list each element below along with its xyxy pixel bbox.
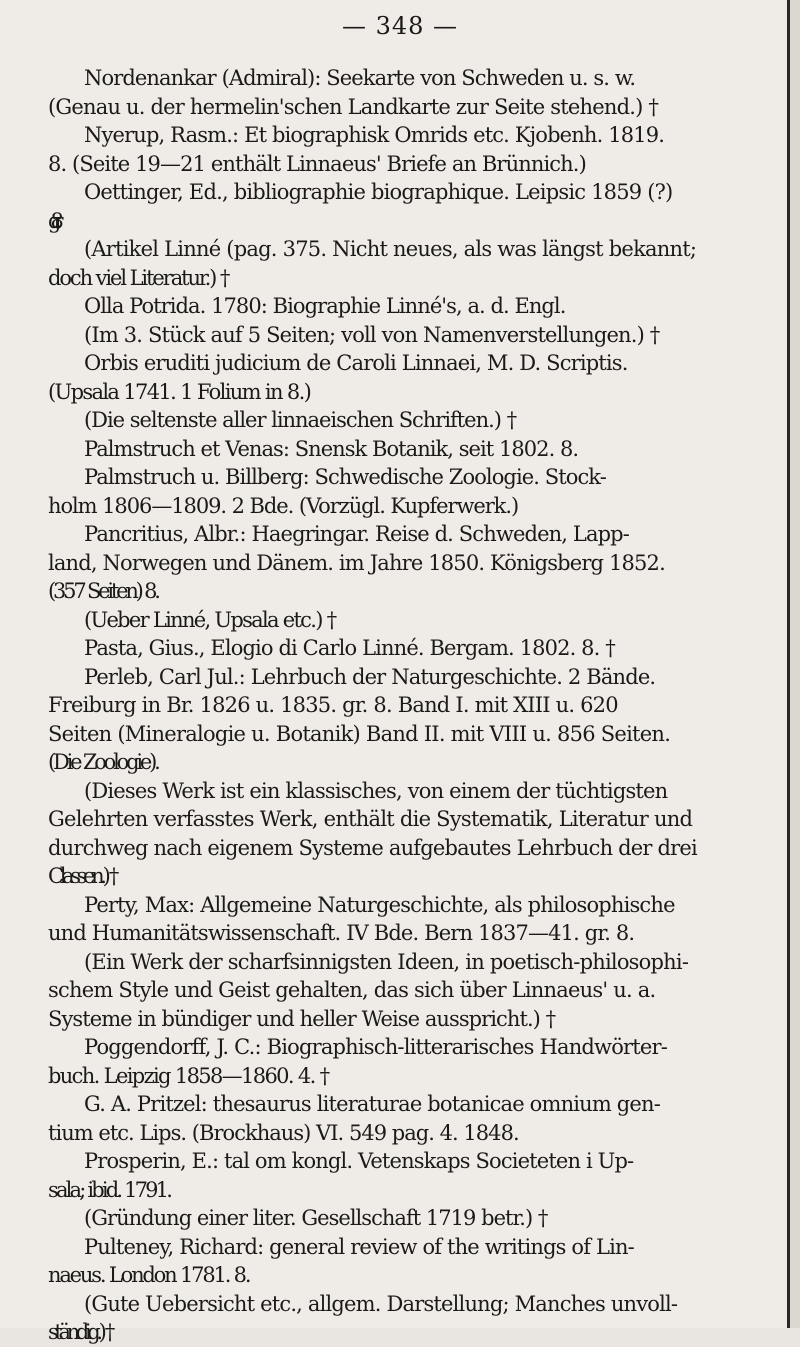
text-line: Orbis eruditi judicium de Caroli Linnaei, M. D. Scriptis. (84, 351, 628, 375)
text-line: Palmstruch u. Billberg: Schwedische Zoologie. Stock- (84, 465, 606, 489)
text-line: sala; ibid. 1791. (48, 1177, 171, 1202)
text-line: G. A. Pritzel: thesaurus literaturae botanicae omnium gen- (84, 1092, 660, 1116)
text-line: holm 1806—1809. 2 Bde. (Vorzügl. Kupferwerk.) (48, 493, 519, 518)
text-line: (Genau u. der hermelin'schen Landkarte zur Seite stehend.) † (48, 94, 659, 119)
text-line: (Upsala 1741. 1 Folium in 8.) (48, 379, 311, 404)
text-line: Oettinger, Ed., bibliographie biographique. Leipsic 1859 (?) (84, 180, 673, 204)
text-line: (Im 3. Stück auf 5 Seiten; voll von Namenverstellungen.) † (84, 322, 660, 347)
text-line: Nyerup, Rasm.: Et biographisk Omrids etc. Kjobenh. 1819. (84, 123, 665, 147)
text-line: Prosperin, E.: tal om kongl. Vetenskaps Societeten i Up- (84, 1149, 634, 1173)
text-line: Perty, Max: Allgemeine Naturgeschichte, als philosophische (84, 892, 675, 917)
text-line: Gelehrten verfasstes Werk, enthält die Systematik, Literatur und (48, 807, 693, 831)
text-line: Perleb, Carl Jul.: Lehrbuch der Naturgeschichte. 2 Bände. (84, 664, 656, 689)
text-line: gr. 8. (48, 208, 55, 233)
text-line: Palmstruch et Venas: Snensk Botanik, seit 1802. 8. (84, 436, 579, 461)
text-line: naeus. London 1781. 8. (48, 1263, 250, 1287)
text-line: Freiburg in Br. 1826 u. 1835. gr. 8. Band I. mit XIII u. 620 (48, 693, 618, 717)
text-line: buch. Leipzig 1858—1860. 4. † (48, 1063, 329, 1088)
text-line: Pulteney, Richard: general review of the writings of Lin- (84, 1234, 634, 1259)
text-line: (Artikel Linné (pag. 375. Nicht neues, als was längst bekannt; (84, 237, 697, 261)
text-line: land, Norwegen und Dänem. im Jahre 1850. Königsberg 1852. (48, 550, 665, 575)
text-line: (357 Seiten) 8. (48, 579, 158, 603)
text-line: Poggendorff, J. C.: Biographisch-litterarisches Handwörter- (84, 1035, 668, 1059)
text-line: tium etc. Lips. (Brockhaus) VI. 549 pag. 4. 1848. (48, 1120, 519, 1145)
text-line: durchweg nach eigenem Systeme aufgebautes Lehrbuch der drei (48, 835, 697, 860)
text-line: Seiten (Mineralogie u. Botanik) Band II. mit VIII u. 856 Seiten. (48, 721, 671, 746)
text-line: und Humanitätswissenschaft. IV Bde. Bern 1837—41. gr. 8. (48, 921, 635, 945)
text-line: Pasta, Gius., Elogio di Carlo Linné. Bergam. 1802. 8. † (84, 636, 615, 660)
text-line: Nordenankar (Admiral): Seekarte von Schweden u. s. w. (84, 66, 636, 90)
text-line: Pancritius, Albr.: Haegringar. Reise d. Schweden, Lapp- (84, 522, 629, 546)
text-line: Olla Potrida. 1780: Biographie Linné's, a. d. Engl. (84, 294, 566, 318)
text-line: 8. (Seite 19—21 enthält Linnaeus' Briefe an Brünnich.) (48, 151, 586, 176)
text-line: (Die Zoologie). (48, 750, 158, 774)
text-line: (Ein Werk der scharfsinnigsten Ideen, in poetisch-philosophi- (84, 949, 689, 974)
text-line: (Gute Uebersicht etc., allgem. Darstellung; Manches unvoll- (84, 1291, 678, 1316)
text-body (48, 64, 796, 1347)
text-line: (Gründung einer liter. Gesellschaft 1719 betr.) † (84, 1206, 548, 1230)
text-line: schem Style und Geist gehalten, das sich über Linnaeus' u. a. (48, 978, 656, 1002)
text-line: Systeme in bündiger und heller Weise ausspricht.) † (48, 1006, 556, 1031)
page-number: — 348 — (341, 12, 459, 40)
text-line: (Dieses Werk ist ein klassisches, von einem der tüchtigsten (84, 778, 668, 803)
text-line: (Ueber Linné, Upsala etc.) † (84, 607, 336, 632)
text-line: doch viel Literatur.) † (48, 265, 229, 290)
text-line: ständig.) † (48, 1320, 111, 1344)
text-line: (Die seltenste aller linnaeischen Schriften.) † (84, 408, 517, 432)
text-line: Classen.) † (48, 864, 115, 888)
